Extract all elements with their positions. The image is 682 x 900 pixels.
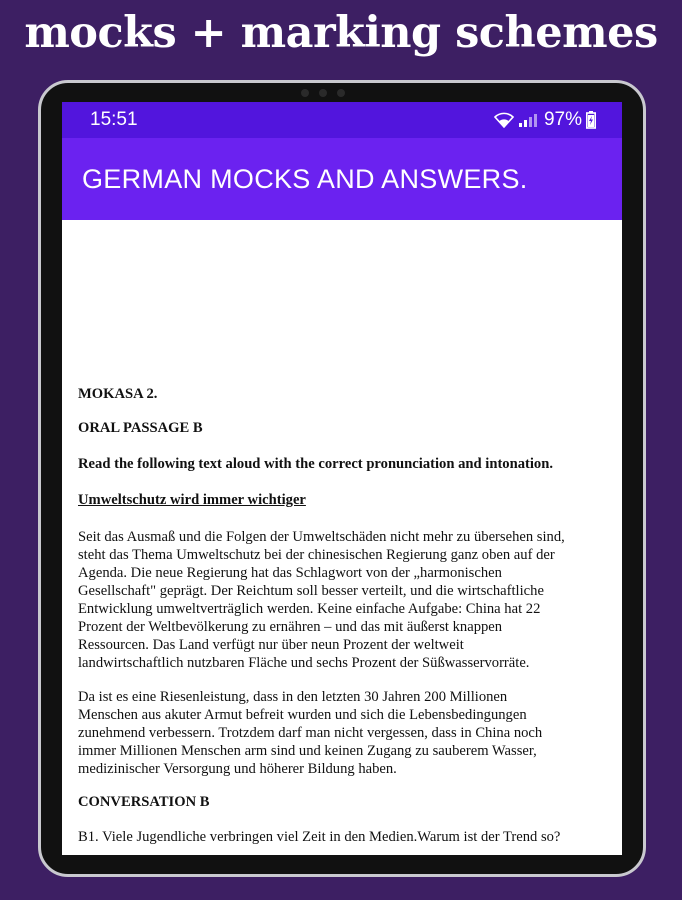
paragraph-line: zunehmend verbessern. Trotzdem darf man nicht vergessen, dass in China noch: [78, 725, 543, 741]
doc-heading-mokasa: MOKASA 2.: [78, 386, 158, 402]
doc-heading-oral-passage: ORAL PASSAGE B: [78, 420, 203, 436]
status-indicators: [494, 109, 596, 131]
camera-cluster: [301, 89, 345, 97]
app-title: GERMAN MOCKS AND ANSWERS.: [82, 163, 528, 194]
status-time: 15:51: [90, 109, 138, 130]
passage-paragraph-1: [78, 528, 622, 672]
conversation-question-1: B1. Viele Jugendliche verbringen viel Zeit in den Medien.Warum ist der Trend so?: [78, 829, 561, 845]
document-viewer[interactable]: [62, 220, 622, 846]
signal-icon: [518, 112, 540, 128]
paragraph-line: Menschen aus akuter Armut befreit wurden und sich die Lebensbedingungen: [78, 707, 527, 723]
app-screen: [62, 102, 622, 855]
app-bar: [62, 138, 622, 220]
paragraph-line: Agenda. Die neue Regierung hat das Schlagwort von der „harmonischen: [78, 565, 502, 581]
paragraph-line: steht das Thema Umweltschutz bei der chinesischen Regierung ganz oben auf der: [78, 547, 555, 563]
paragraph-line: immer Millionen Menschen arm sind und keinen Zugang zu sauberem Wasser,: [78, 743, 537, 759]
paragraph-line: Prozent der Weltbevölkerung zu ernähren – und das mit äußerst knappen: [78, 619, 503, 635]
doc-instruction: Read the following text aloud with the correct pronunciation and intonation.: [78, 456, 553, 472]
paragraph-line: Ressourcen. Das Land verfügt nur über neun Prozent der weltweit: [78, 637, 464, 653]
doc-heading-conversation: CONVERSATION B: [78, 794, 210, 810]
paragraph-line: Gesellschaft" geprägt. Der Reichtum soll besser verteilt, und die wirtschaftliche: [78, 583, 544, 599]
battery-charging-icon: [586, 111, 596, 129]
passage-paragraph-2: [78, 688, 622, 778]
paragraph-line: landwirtschaftlich nutzbaren Fläche und sechs Prozent der Süßwasservorräte.: [78, 655, 530, 671]
status-bar: [62, 102, 622, 138]
paragraph-line: Seit das Ausmaß und die Folgen der Umweltschäden nicht mehr zu übersehen sind,: [78, 529, 565, 545]
passage-title: Umweltschutz wird immer wichtiger: [78, 492, 306, 508]
battery-percent: 97%: [543, 109, 582, 130]
wifi-icon: [494, 112, 514, 128]
paragraph-line: Entwicklung umweltverträglich werden. Keine einfache Aufgabe: China hat 22: [78, 601, 541, 617]
paragraph-line: Da ist es eine Riesenleistung, dass in den letzten 30 Jahren 200 Millionen: [78, 689, 508, 705]
promo-headline: mocks + marking schemes: [24, 8, 658, 58]
paragraph-line: medizinischer Versorgung und höherer Bildung haben.: [78, 761, 397, 777]
